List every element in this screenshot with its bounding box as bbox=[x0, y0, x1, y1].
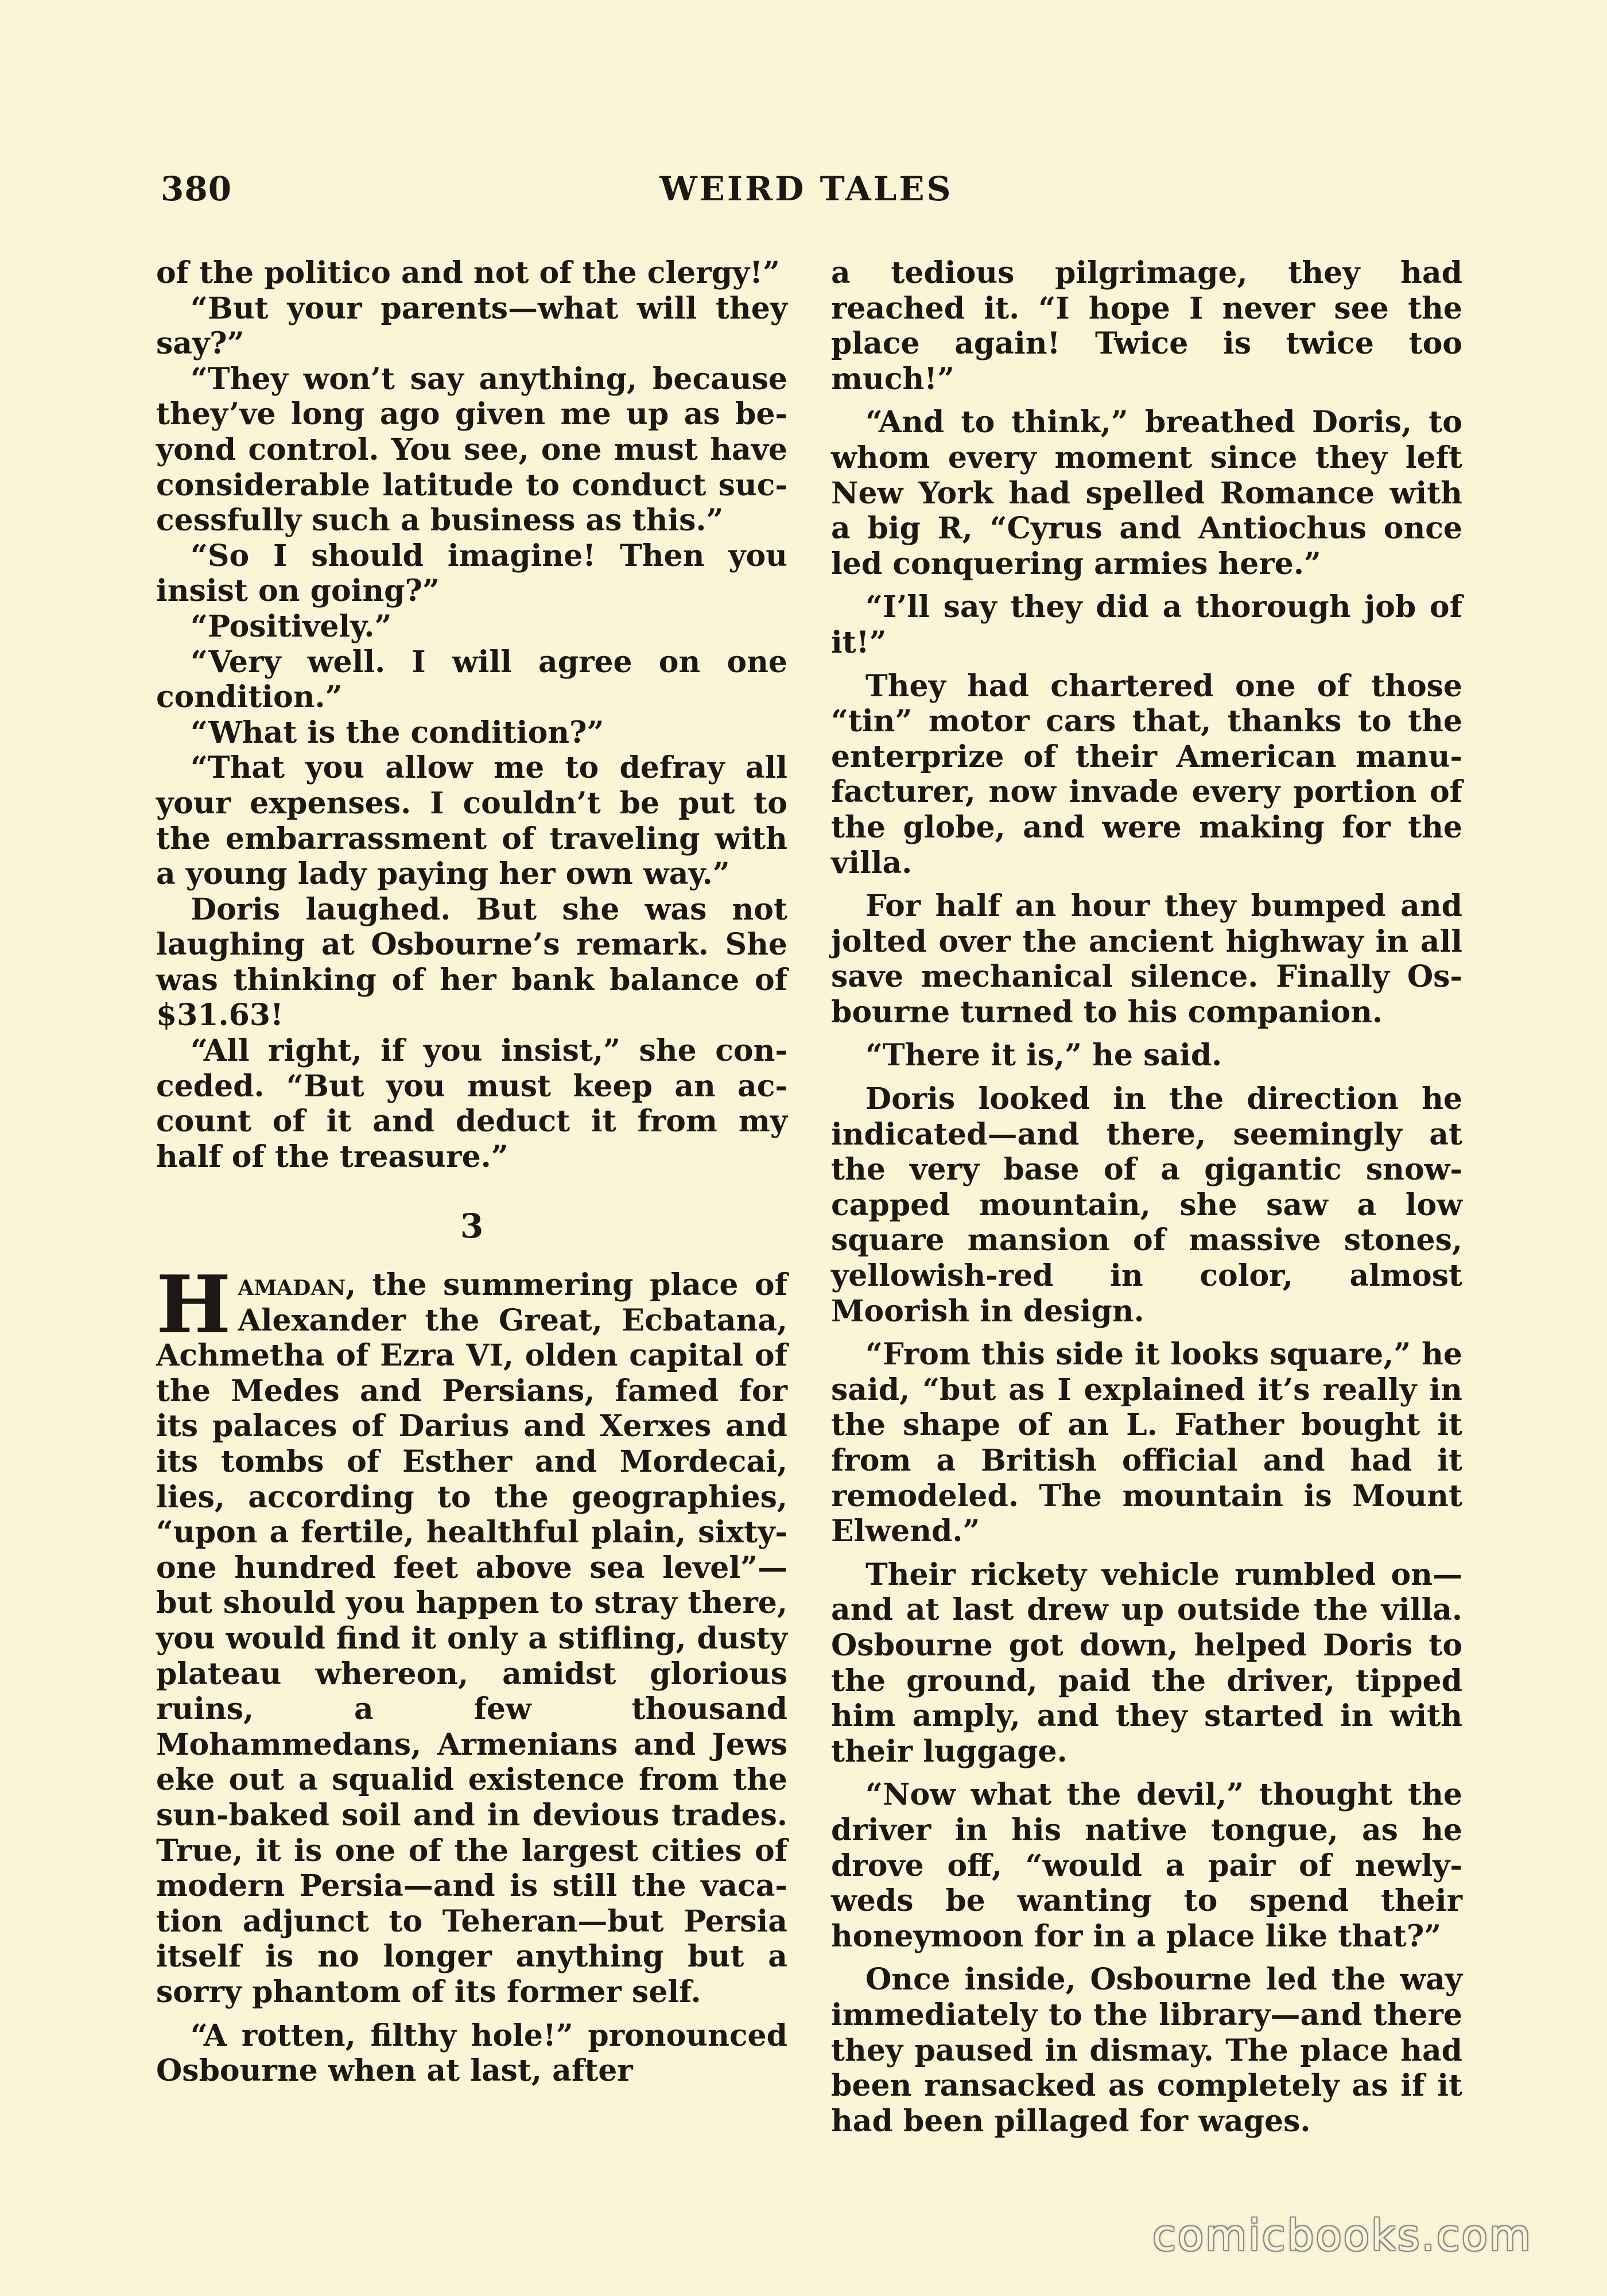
right-column bbox=[831, 255, 1462, 2139]
paragraph: “So I should imagine! Then you insist on going?” bbox=[156, 538, 787, 609]
paragraph: of the politico and not of the clergy!” bbox=[156, 255, 780, 290]
page-header bbox=[161, 169, 1452, 215]
section-number: 3 bbox=[460, 1207, 484, 1246]
paragraph: “Positively.” bbox=[191, 608, 392, 644]
paragraph: “A rotten, filthy hole!” pronounced Osbourne when at last, after bbox=[156, 2018, 787, 2089]
opening-text: the summering place of Alexander the Great, Ecbatana, Achmetha of Ezra VI, olden capital of the Medes and Persians, famed for its palaces of Darius and Xerxes and its tombs of Esther and Mordecai, lies, according to the geographies, “upon a fertile, healthful plain, sixty-one hundred feet above sea level”—but should you happen to stray there, you would find it only a stifling, dusty plateau whereon, amidst glorious ruins, a few thousand Mohammedans, Armenians and Jews eke out a squalid existence from the sun-baked soil and in devious trades. True, it is one of the largest cities of modern Persia—and is still the vacation adjunct to Teheran—but Persia itself is no longer anything but a sorry phantom of its former self. bbox=[156, 1267, 787, 2010]
section-opening-paragraph bbox=[156, 1258, 787, 2010]
paragraph: “They won’t say anything, because they’ve long ago given me up as beyond control. You see, one must have considerable latitude to conduct successfully such a business as this.” bbox=[156, 361, 787, 538]
left-column bbox=[156, 255, 787, 2089]
paragraph: “All right, if you insist,” she conceded. “But you must keep an account of it and deduct it from my half of the treasure.” bbox=[156, 1033, 787, 1174]
paragraph: “And to think,” breathed Doris, to whom every moment since they left New York had spelled Romance with a big R, “Cyrus and Antiochus once led conquering armies here.” bbox=[831, 405, 1462, 581]
paragraph: Once inside, Osbourne led the way immediately to the library—and there they paused in dismay. The place had been ransacked as completely as if it had been pillaged for wages. bbox=[831, 1962, 1462, 2139]
watermark: comicbooks.com bbox=[1152, 2211, 1532, 2260]
paragraph: “Now what the devil,” thought the driver in his native tongue, as he drove off, “would a pair of newly-weds be wanting to spend their honeymoon for in a place like that?” bbox=[831, 1777, 1462, 1954]
paragraph: “But your parents—what will they say?” bbox=[156, 290, 787, 362]
paragraph: Their rickety vehicle rumbled on—and at last drew up outside the villa. Osbourne got down, helped Doris to the ground, paid the driver, tipped him amply, and they started in with their luggage. bbox=[831, 1557, 1462, 1769]
paragraph: “What is the condition?” bbox=[191, 715, 604, 750]
opening-smallcaps: amadan, bbox=[238, 1267, 356, 1303]
paragraph: “I’ll say they did a thorough job of it!” bbox=[831, 589, 1462, 660]
paragraph: Doris laughed. But she was not laughing at Osbourne’s remark. She was thinking of her bank balance of $31.63! bbox=[156, 891, 787, 1033]
paragraph: “From this side it looks square,” he said, “but as I explained it’s really in the shape of an L. Father bought it from a British official and had it remodeled. The mountain is Mount Elwend.” bbox=[831, 1337, 1462, 1549]
paragraph: They had chartered one of those “tin” motor cars that, thanks to the enterprize of their American manufacturer, now invade every portion of the globe, and were making for the villa. bbox=[831, 668, 1462, 881]
paragraph: “There it is,” he said. bbox=[865, 1038, 1222, 1073]
page-number: 380 bbox=[161, 169, 232, 208]
paragraph: For half an hour they bumped and jolted over the ancient highway in all save mechanical silence. Finally Osbourne turned to his companion. bbox=[831, 889, 1462, 1030]
drop-cap: H bbox=[156, 1258, 231, 1352]
magazine-title: WEIRD TALES bbox=[659, 169, 953, 208]
paragraph: “That you allow me to defray all your expenses. I couldn’t be put to the embarrassment of traveling with a young lady paying her own way.” bbox=[156, 750, 787, 892]
paragraph: a tedious pilgrimage, they had reached it. “I hope I never see the place again! Twice is twice too much!” bbox=[831, 255, 1462, 397]
paragraph: “Very well. I will agree on one condition.” bbox=[156, 644, 787, 715]
paragraph: Doris looked in the direction he indicated—and there, seemingly at the very base of a gigantic snow-capped mountain, she saw a low square mansion of massive stones, yellowish-red in color, almost Moorish in design. bbox=[831, 1081, 1462, 1329]
